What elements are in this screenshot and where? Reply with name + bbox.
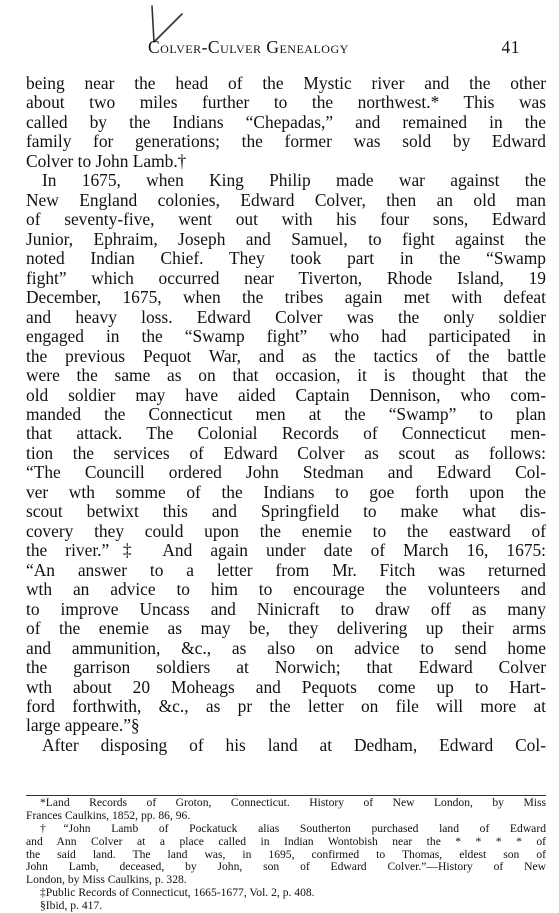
body-line: to improve Uncass and Ninicraft to draw off as many	[26, 598, 546, 619]
body-line: Colver to John Lamb.†	[26, 150, 187, 171]
body-line: wth an advice to him to encourage the volunteers and	[26, 579, 546, 600]
footnote-line: Frances Caulkins, 1852, pp. 86, 96.	[26, 808, 191, 822]
body-line: manded the Connecticut men at the “Swamp” to plan	[26, 403, 546, 424]
body-line: being near the head of the Mystic river and the other	[26, 73, 546, 93]
body-line: ford forthwith, &c., as pr the letter on file will more at	[26, 696, 546, 716]
running-header	[148, 37, 520, 57]
body-line: the river.”‡ And again under date of March 16, 1675:	[26, 540, 546, 561]
footnote-line: ‡Public Records of Connecticut, 1665-1677, Vol. 2, p. 408.	[40, 886, 315, 900]
footnote-line: †“John Lamb of Pockatuck alias Southerton purchased land of Edward	[40, 821, 546, 835]
body-line: fight” which occurred near Tiverton, Rhode Island, 19	[26, 267, 546, 288]
body-line: of the enemie as may be, they delivering up their arms	[26, 618, 546, 639]
body-line: old soldier may have aided Captain Dennison, who com-	[26, 384, 546, 405]
body-line: “The Councill ordered John Stedman and Edward Col-	[26, 462, 546, 483]
body-line: covery they could upon the enemie to the eastward of	[26, 520, 546, 541]
body-line: about two miles further to the northwest.* This was	[26, 92, 546, 113]
footnote-line: the said land. The land was, in 1695, confirmed to Thomas, eldest son of	[26, 847, 546, 861]
running-title: Colver-Culver Genealogy	[148, 37, 349, 57]
body-line: that attack. The Colonial Records of Connecticut men-	[26, 423, 546, 444]
body-line: tion the services of Edward Colver as scout as follows:	[26, 442, 546, 463]
body-line: ver wth somme of the Indians to goe forth upon the	[26, 481, 546, 502]
body-line: scout betwixt this and Springfield to make what dis-	[26, 501, 546, 522]
footnote-line: London, by Miss Caulkins, p. 328.	[26, 873, 187, 887]
body-line: called by the Indians “Chepadas,” and remained in the	[26, 111, 546, 132]
body-line: family for generations; the former was sold by Edward	[26, 131, 546, 152]
footnotes	[26, 797, 546, 913]
body-line: “An answer to a letter from Mr. Fitch was returned	[26, 559, 546, 580]
body-line: wth about 20 Moheags and Pequots come up to Hart-	[26, 676, 546, 697]
body-line: large appeare.”§	[26, 715, 140, 736]
page-number: 41	[501, 37, 520, 57]
footnote-line: John Lamb, deceased, by John, son of Edward Colver.”—History of New	[26, 860, 546, 874]
body-line: Junior, Ephraim, Joseph and Samuel, to fight against the	[26, 228, 546, 249]
body-line: New England colonies, Edward Colver, then an old man	[26, 189, 546, 210]
body-line: December, 1675, when the tribes again met with defeat	[26, 287, 546, 308]
body-line: the garrison soldiers at Norwich; that Edward Colver	[26, 657, 546, 678]
footnote-line: and Ann Colver at a place called in Indian Wontobish near the * * * * of	[26, 834, 546, 848]
body-line: noted Indian Chief. They took part in the “Swamp	[26, 248, 546, 269]
body-line: were the same as on that occasion, it is thought that the	[26, 365, 546, 386]
body-line: of seventy-five, went out with his four sons, Edward	[26, 209, 546, 230]
body-line: In 1675, when King Philip made war against the	[42, 170, 546, 191]
footnote-line: *Land Records of Groton, Connecticut. History of New London, by Miss	[40, 796, 546, 809]
body-line: and ammunition, &c., as also on advice to send home	[26, 637, 546, 658]
body-line: engaged in the “Swamp fight” who had participated in	[26, 326, 546, 347]
body-line: the previous Pequot War, and as the tactics of the battle	[26, 345, 546, 366]
body-text	[26, 74, 546, 755]
footnote-line: §Ibid, p. 417.	[40, 899, 103, 913]
body-line: and heavy loss. Edward Colver was the only soldier	[26, 306, 546, 327]
body-line: After disposing of his land at Dedham, Edward Col-	[42, 734, 546, 755]
